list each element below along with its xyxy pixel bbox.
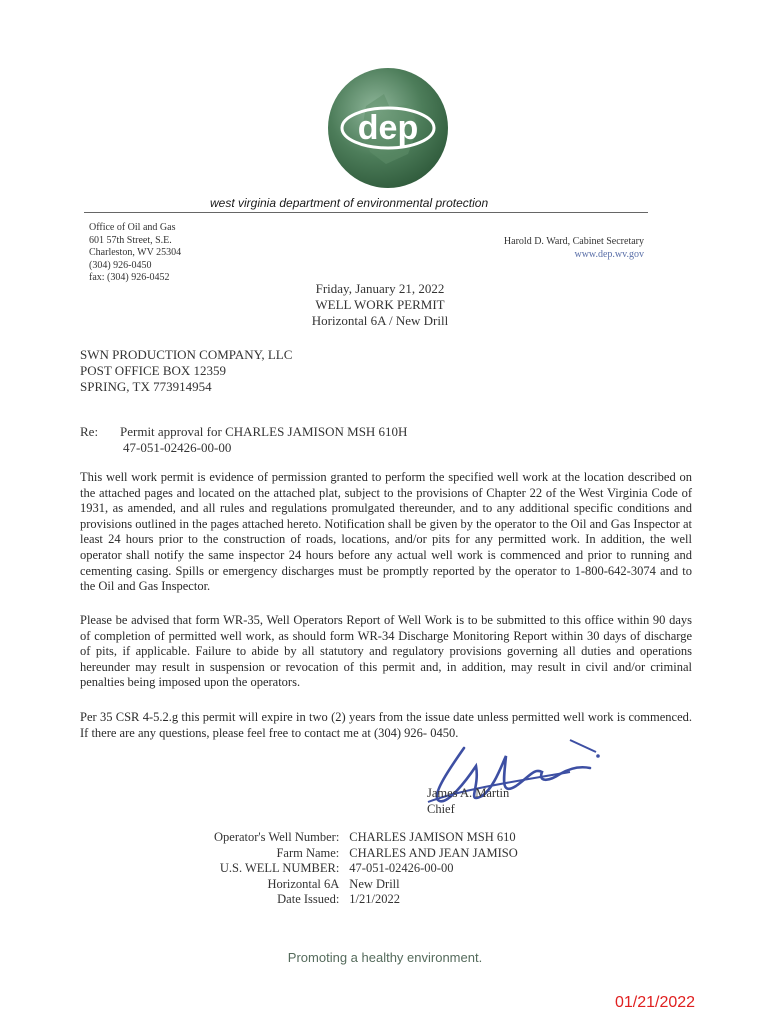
summary-label: Farm Name: [276,845,340,860]
address-line: fax: (304) 926-0452 [89,272,170,283]
summary-value: CHARLES JAMISON MSH 610 [349,830,516,844]
department-banner: west virginia department of environmental protection [210,196,489,210]
recipient-line: SPRING, TX 773914954 [80,379,212,394]
signatory [427,786,509,817]
re-block [120,424,407,456]
summary-value: 47-051-02426-00-00 [349,861,454,876]
address-line: Office of Oil and Gas [89,222,176,233]
footer-slogan: Promoting a healthy environment. [287,950,483,965]
office-address [89,222,181,285]
re-label: Re: [80,424,99,439]
well-name: CHARLES JAMISON MSH 610H [225,424,408,439]
permit-summary [214,830,518,908]
summary-value: CHARLES AND JEAN JAMISO [349,845,518,860]
re-prefix: Permit approval for [120,424,222,439]
summary-row [214,861,518,877]
address-line: 601 57th Street, S.E. [89,234,172,246]
paragraph-expiration: Per 35 CSR 4-5.2.g this permit will expire in two (2) years from the issue date unless permitted well work is commenced. If there are any questions, please feel free to contact me at (304) 926- 0450. [80,710,692,740]
paragraph-reports: Please be advised that form WR-35, Well Operators Report of Well Work is to be submitted to this office within 90 days of completion of permitted well work, as should form WR-34 Discharge Monitoring Report within 30 days of discharge of pits, if applicable. Failure to abide by all statutory and regulatory provisions governing all duties and operations hereunder may result in suspension or revocation of this permit and, in addition, may result in civil and/or criminal penalties being imposed upon the operators. [80,613,692,690]
dep-logo [326,64,450,194]
website-link[interactable]: www.dep.wv.gov [574,249,644,260]
signatory-title: Chief [427,801,455,816]
address-line: (304) 926-0450 [89,259,152,271]
recipient-address [80,347,292,395]
summary-label: Date Issued: [277,892,340,907]
summary-row [214,892,518,908]
summary-row [214,877,518,893]
summary-label: Operator's Well Number: [214,830,340,844]
summary-label: Horizontal 6A [267,876,340,891]
address-line: Charleston, WV 25304 [89,247,182,258]
permit-title: WELL WORK PERMIT [315,297,445,312]
summary-value: 1/21/2022 [349,892,400,907]
dep-logo-graphic [326,64,450,194]
secretary-block [504,235,644,261]
secretary-name: Harold D. Ward, Cabinet Secretary [503,236,644,247]
summary-row [214,830,518,846]
signatory-name: James A. Martin [427,786,510,800]
summary-label: U.S. WELL NUMBER: [219,861,340,876]
recipient-line: POST OFFICE BOX 12359 [80,363,227,378]
permit-type: Horizontal 6A / New Drill [311,313,449,328]
summary-value: New Drill [349,876,400,891]
api-number: 47-051-02426-00-00 [123,440,232,455]
paragraph-permission: This well work permit is evidence of permission granted to perform the specified well work at the location described on the attached pages and located on the attached plat, subject to the provisions of Chapter 22 of the West Virginia Code of 1931, as amended, and all rules and regulations promulgated thereunder, and to any additional specific conditions and provisions outlined in the pages attached hereto. Notification shall be given by the operator to the Oil and Gas Inspector at least 24 hours prior to the construction of roads, locations, and/or pits for any permitted work. In addition, the well operator shall notify the same inspector 24 hours before any actual well work is commenced and prior to running and cementing casing. Spills or emergency discharges must be promptly reported by the operator to 1-800-642-3074 and to the Oil and Gas Inspector. [80,470,692,594]
header-divider [84,212,648,213]
permit-header [290,281,470,329]
summary-row [214,846,518,862]
logo-text: dep [357,109,419,147]
permit-date: Friday, January 21, 2022 [315,281,445,296]
date-stamp: 01/21/2022 [615,994,696,1011]
recipient-line: SWN PRODUCTION COMPANY, LLC [80,347,293,362]
